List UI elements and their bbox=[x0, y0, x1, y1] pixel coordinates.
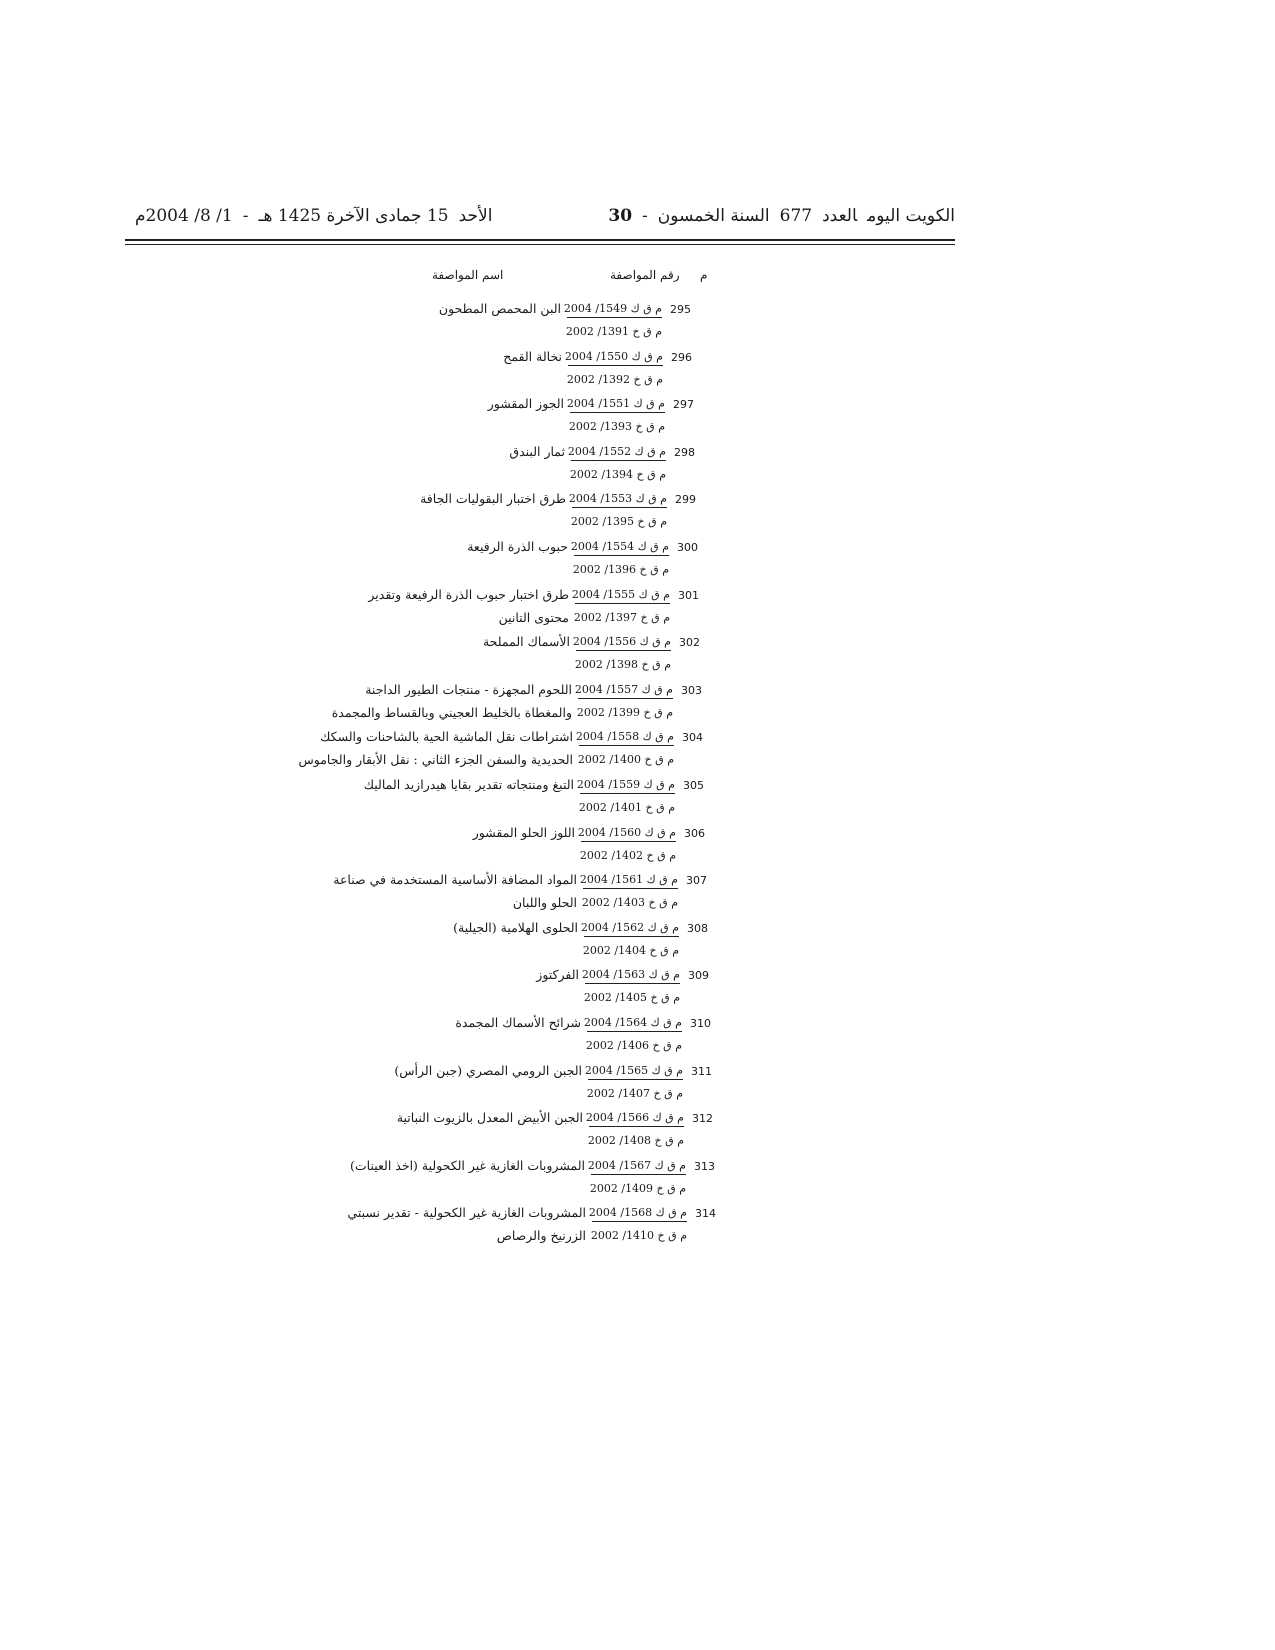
entry-number: 307 bbox=[686, 874, 707, 888]
entry-number: 308 bbox=[687, 921, 708, 935]
gulf-standard-code: م ق خ 1391/ 2002 bbox=[565, 325, 662, 338]
kuwait-standard-code: م ق ك 1555/ 2004 bbox=[575, 588, 670, 604]
list-item bbox=[0, 728, 1275, 776]
kuwait-standard-code: م ق ك 1552/ 2004 bbox=[571, 445, 666, 461]
list-item bbox=[0, 1157, 1275, 1205]
gulf-standard-code: م ق خ 1403/ 2002 bbox=[581, 896, 678, 910]
gulf-standard-code: م ق خ 1404/ 2002 bbox=[582, 943, 679, 957]
list-item bbox=[0, 871, 1275, 919]
entry-number: 295 bbox=[670, 303, 691, 316]
gulf-standard-code: م ق خ 1402/ 2002 bbox=[579, 848, 676, 862]
header-publication-info: الكويت اليومالعدد677السنة الخمسون-30 bbox=[608, 206, 955, 226]
entry-number: 304 bbox=[682, 731, 703, 745]
entry-number: 298 bbox=[674, 445, 695, 459]
gulf-standard-code: م ق خ 1393/ 2002 bbox=[568, 420, 665, 434]
kuwait-standard-code: م ق ك 1554/ 2004 bbox=[574, 540, 669, 556]
running-header bbox=[125, 200, 955, 240]
issue-label: العدد bbox=[822, 206, 858, 226]
gulf-standard-code: م ق خ 1401/ 2002 bbox=[578, 800, 675, 814]
gulf-standard-code: م ق خ 1394/ 2002 bbox=[569, 467, 666, 481]
gulf-standard-code: م ق خ 1408/ 2002 bbox=[587, 1134, 684, 1148]
standard-name-continued: الحلو واللبان bbox=[512, 895, 577, 911]
list-item bbox=[0, 824, 1275, 872]
entry-number: 303 bbox=[681, 683, 702, 697]
entry-number: 309 bbox=[688, 969, 709, 983]
gulf-standard-code: م ق خ 1392/ 2002 bbox=[566, 372, 663, 386]
list-item bbox=[0, 919, 1275, 967]
entry-number: 302 bbox=[679, 636, 700, 650]
standard-name: شرائح الأسماك المجمدة bbox=[455, 1014, 581, 1030]
entry-number: 305 bbox=[683, 778, 704, 792]
kuwait-standard-code: م ق ك 1557/ 2004 bbox=[578, 683, 673, 699]
standard-name-continued: الحديدية والسفن الجزء الثاني : نقل الأبقار والجاموس bbox=[298, 752, 573, 768]
kuwait-standard-code: م ق ك 1551/ 2004 bbox=[570, 397, 665, 413]
gulf-standard-code: م ق خ 1410/ 2002 bbox=[590, 1229, 687, 1243]
standard-name-continued: محتوى التانين bbox=[498, 609, 569, 625]
kuwait-standard-code: م ق ك 1559/ 2004 bbox=[580, 778, 675, 794]
standard-name: حبوب الذرة الرفيعة bbox=[467, 538, 568, 554]
standard-name: المشروبات الغازية غير الكحولية - تقدير نسبتي bbox=[347, 1205, 586, 1221]
entry-number: 306 bbox=[684, 826, 705, 840]
kuwait-standard-code: م ق ك 1549/ 2004 bbox=[567, 302, 662, 318]
entry-number: 311 bbox=[691, 1064, 712, 1078]
list-item bbox=[0, 348, 1275, 396]
entry-number: 297 bbox=[673, 398, 694, 412]
gulf-standard-code: م ق خ 1400/ 2002 bbox=[577, 753, 674, 767]
gulf-standard-code: م ق خ 1395/ 2002 bbox=[570, 515, 667, 529]
kuwait-standard-code: م ق ك 1567/ 2004 bbox=[591, 1159, 686, 1175]
page-number: 30 bbox=[608, 206, 633, 226]
standard-name: اشتراطات نقل الماشية الحية بالشاحنات والسكك bbox=[320, 729, 573, 745]
header-day: الأحد bbox=[458, 206, 493, 226]
kuwait-standard-code: م ق ك 1561/ 2004 bbox=[583, 873, 678, 889]
entry-number: 310 bbox=[690, 1016, 711, 1030]
gulf-standard-code: م ق خ 1399/ 2002 bbox=[576, 705, 673, 719]
header-gregorian-date: 1/ 8/ 2004م bbox=[135, 206, 233, 226]
kuwait-standard-code: م ق ك 1568/ 2004 bbox=[592, 1206, 687, 1222]
column-heading-name: اسم المواصفة bbox=[432, 268, 504, 282]
list-item bbox=[0, 1204, 1275, 1252]
standard-name: نخالة القمح bbox=[503, 348, 562, 364]
list-item bbox=[0, 300, 1275, 348]
gulf-standard-code: م ق خ 1398/ 2002 bbox=[574, 658, 671, 672]
kuwait-standard-code: م ق ك 1564/ 2004 bbox=[587, 1016, 682, 1032]
standard-name: ثمار البندق bbox=[509, 443, 565, 459]
header-hijri-date: 15 جمادى الآخرة 1425 هـ bbox=[258, 206, 449, 226]
list-item bbox=[0, 633, 1275, 681]
list-item bbox=[0, 681, 1275, 729]
header-rule-thick bbox=[125, 239, 955, 241]
kuwait-standard-code: م ق ك 1550/ 2004 bbox=[568, 350, 663, 366]
issue-number: 677 bbox=[779, 206, 813, 226]
gulf-standard-code: م ق خ 1407/ 2002 bbox=[586, 1086, 683, 1100]
list-item bbox=[0, 1014, 1275, 1062]
gulf-standard-code: م ق خ 1397/ 2002 bbox=[573, 610, 670, 624]
standard-name: التبغ ومنتجاته تقدير بقايا هيدرازيد الماليك bbox=[363, 776, 574, 792]
standard-name: المواد المضافة الأساسية المستخدمة في صناعة bbox=[333, 872, 577, 888]
entry-number: 296 bbox=[671, 350, 692, 364]
standard-name: الجبن الرومي المصري (جبن الرأس) bbox=[394, 1062, 582, 1078]
gulf-standard-code: م ق خ 1396/ 2002 bbox=[572, 562, 669, 576]
standard-name: طرق اختبار حبوب الذرة الرفيعة وتقدير bbox=[368, 586, 569, 602]
standard-name: الأسماك المملحة bbox=[482, 634, 570, 650]
standard-name-continued: الزرنيخ والرصاص bbox=[496, 1228, 586, 1244]
entry-number: 301 bbox=[678, 588, 699, 602]
kuwait-standard-code: م ق ك 1553/ 2004 bbox=[572, 492, 667, 508]
entry-number: 313 bbox=[694, 1159, 715, 1173]
kuwait-standard-code: م ق ك 1566/ 2004 bbox=[589, 1111, 684, 1127]
kuwait-standard-code: م ق ك 1558/ 2004 bbox=[579, 730, 674, 746]
header-rule-thin bbox=[125, 244, 955, 245]
standards-list bbox=[0, 300, 1275, 1252]
list-item bbox=[0, 395, 1275, 443]
list-item bbox=[0, 490, 1275, 538]
kuwait-standard-code: م ق ك 1565/ 2004 bbox=[588, 1064, 683, 1080]
list-item bbox=[0, 1062, 1275, 1110]
standard-name: البن المحمص المطحون bbox=[438, 301, 561, 316]
list-item bbox=[0, 776, 1275, 824]
publication-year: السنة الخمسون bbox=[657, 206, 770, 226]
gulf-standard-code: م ق خ 1405/ 2002 bbox=[583, 991, 680, 1005]
list-item bbox=[0, 443, 1275, 491]
standard-name: الجوز المقشور bbox=[487, 396, 564, 412]
standard-name: اللوز الحلو المقشور bbox=[472, 824, 575, 840]
gulf-standard-code: م ق خ 1409/ 2002 bbox=[589, 1181, 686, 1195]
list-item bbox=[0, 538, 1275, 586]
entry-number: 312 bbox=[692, 1112, 713, 1126]
standard-name: الجبن الأبيض المعدل بالزيوت النباتية bbox=[396, 1110, 583, 1126]
header-date-info: الأحد15 جمادى الآخرة 1425 هـ-1/ 8/ 2004م bbox=[135, 206, 493, 226]
column-heading-number: م bbox=[700, 268, 708, 282]
list-item bbox=[0, 586, 1275, 634]
list-item bbox=[0, 1109, 1275, 1157]
column-heading-code: رقم المواصفة bbox=[610, 268, 680, 282]
entry-number: 300 bbox=[677, 540, 698, 554]
standard-name: المشروبات الغازية غير الكحولية (اخذ العينات) bbox=[350, 1157, 585, 1173]
entry-number: 299 bbox=[675, 493, 696, 507]
publication-name: الكويت اليوم bbox=[867, 206, 955, 226]
gulf-standard-code: م ق خ 1406/ 2002 bbox=[585, 1038, 682, 1052]
standard-name: طرق اختبار البقوليات الجافة bbox=[420, 491, 566, 507]
list-item bbox=[0, 966, 1275, 1014]
standard-name: الفركتوز bbox=[536, 967, 579, 983]
entry-number: 314 bbox=[695, 1207, 716, 1221]
standard-name: الحلوى الهلامية (الجيلية) bbox=[453, 919, 578, 935]
kuwait-standard-code: م ق ك 1560/ 2004 bbox=[581, 826, 676, 842]
standard-name: اللحوم المجهزة - منتجات الطيور الداجنة bbox=[365, 681, 572, 697]
standard-name-continued: والمغطاة بالخليط العجيني وبالقساط والمجمدة bbox=[331, 704, 572, 720]
kuwait-standard-code: م ق ك 1562/ 2004 bbox=[584, 921, 679, 937]
kuwait-standard-code: م ق ك 1556/ 2004 bbox=[576, 635, 671, 651]
kuwait-standard-code: م ق ك 1563/ 2004 bbox=[585, 968, 680, 984]
